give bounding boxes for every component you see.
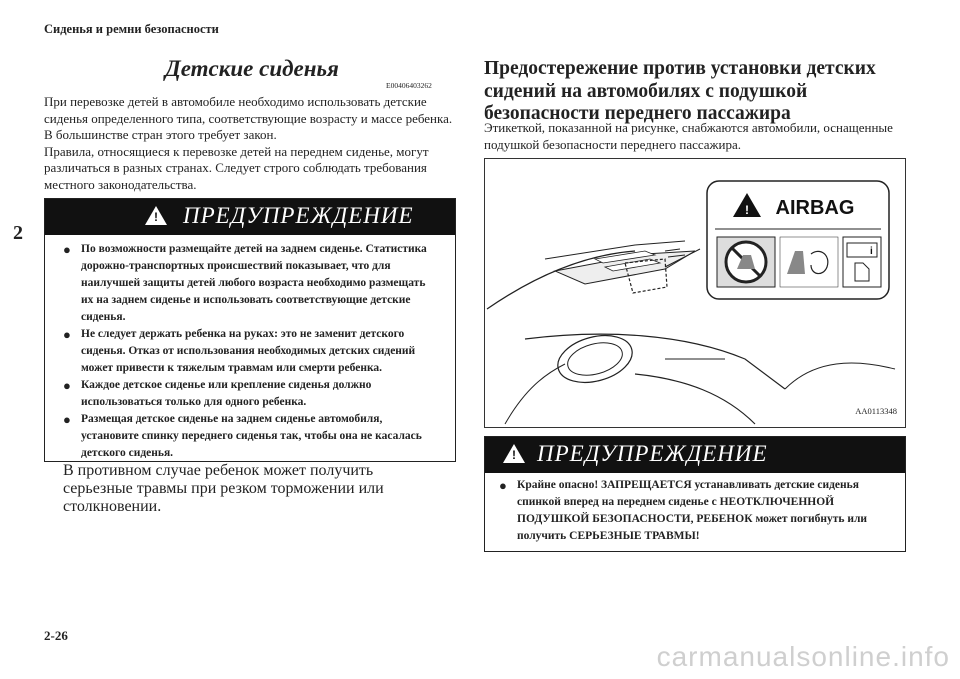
figure-code: AA0113348 [855,406,897,416]
dashboard-illustration [485,159,905,427]
warning-item: ● Не следует держать ребенка на руках: это не заменит детского сиденья. Отказ от использования необходимых детских сидений может привести к тяжелым травмам или смерти ребенка. [63,327,416,374]
warning-item: ● По возможности размещайте детей на заднем сиденье. Статистика дорожно-транспортных происшествий показывает, что для наилучшей защиты детей любого возраста необходимо размещать их на заднем сиденье и использовать соответствующие детские сиденья. [63,242,427,323]
bullet-icon: ● [499,478,507,493]
page-number: 2-26 [44,628,68,643]
svg-text:!: ! [745,203,749,217]
section-title-airbag-warning: Предостережение против установки детских сидений на автомобилях с подушкой безопасности переднего пассажира [484,58,876,124]
bullet-icon: ● [63,378,71,393]
warning-header [485,437,905,473]
bullet-icon: ● [63,242,71,257]
bullet-icon: ● [63,412,71,427]
warning-box-left [44,198,456,515]
warning-item: ● Каждое детское сиденье или крепление сиденья должно использоваться только для одного ребенка. [63,378,372,408]
warning-continuation: В противном случае ребенок может получить серьезные травмы при резком торможении или столкновении. [63,462,384,515]
right-body-text: Этикеткой, показанной на рисунке, снабжаются автомобили, оснащенные подушкой безопасности переднего пассажира. [484,120,893,152]
airbag-label-text: AIRBAG [775,197,855,219]
airbag-label-figure [484,158,906,428]
warning-title: ПРЕДУПРЕЖДЕНИЕ [183,203,414,228]
bullet-icon: ● [63,327,71,342]
warning-list [499,477,891,545]
warning-triangle-icon: ! [145,206,167,225]
warning-header [45,199,455,235]
paragraph: Правила, относящиеся к перевозке детей на переднем сиденье, могут различаться в разных странах. Следует строго соблюдать требования местного законодательства. [44,143,429,192]
document-code: E00406403262 [386,81,432,90]
left-body-text [44,94,456,193]
warning-triangle-icon: ! [503,444,525,463]
section-title-child-seats: Детские сиденья [165,56,339,81]
paragraph: При перевозке детей в автомобиле необходимо использовать детские сиденья определенного типа, соответствующие возрасту и массе ребенка. В большинстве стран этого требует закон. [44,94,453,142]
chapter-tab: 2 [13,222,23,244]
warning-list [63,241,437,462]
svg-text:i: i [870,246,873,257]
warning-item: ● Размещая детское сиденье на заднем сиденье автомобиля, установите спинку переднего сиденья так, чтобы она не касалась детского сиденья. [63,412,422,459]
running-header: Сиденья и ремни безопасности [44,22,219,36]
watermark: carmanualsonline.info [656,641,950,672]
warning-item: ● Крайне опасно! ЗАПРЕЩАЕТСЯ устанавливать детские сиденья спинкой вперед на переднем сиденье с НЕОТКЛЮЧЕННОЙ ПОДУШКОЙ БЕЗОПАСНОСТИ, РЕБЕНОК может погибнуть или получить СЕРЬЕЗНЫЕ ТРАВМЫ! [499,478,868,542]
warning-box-right [484,436,906,552]
warning-title: ПРЕДУПРЕЖДЕНИЕ [537,441,768,466]
